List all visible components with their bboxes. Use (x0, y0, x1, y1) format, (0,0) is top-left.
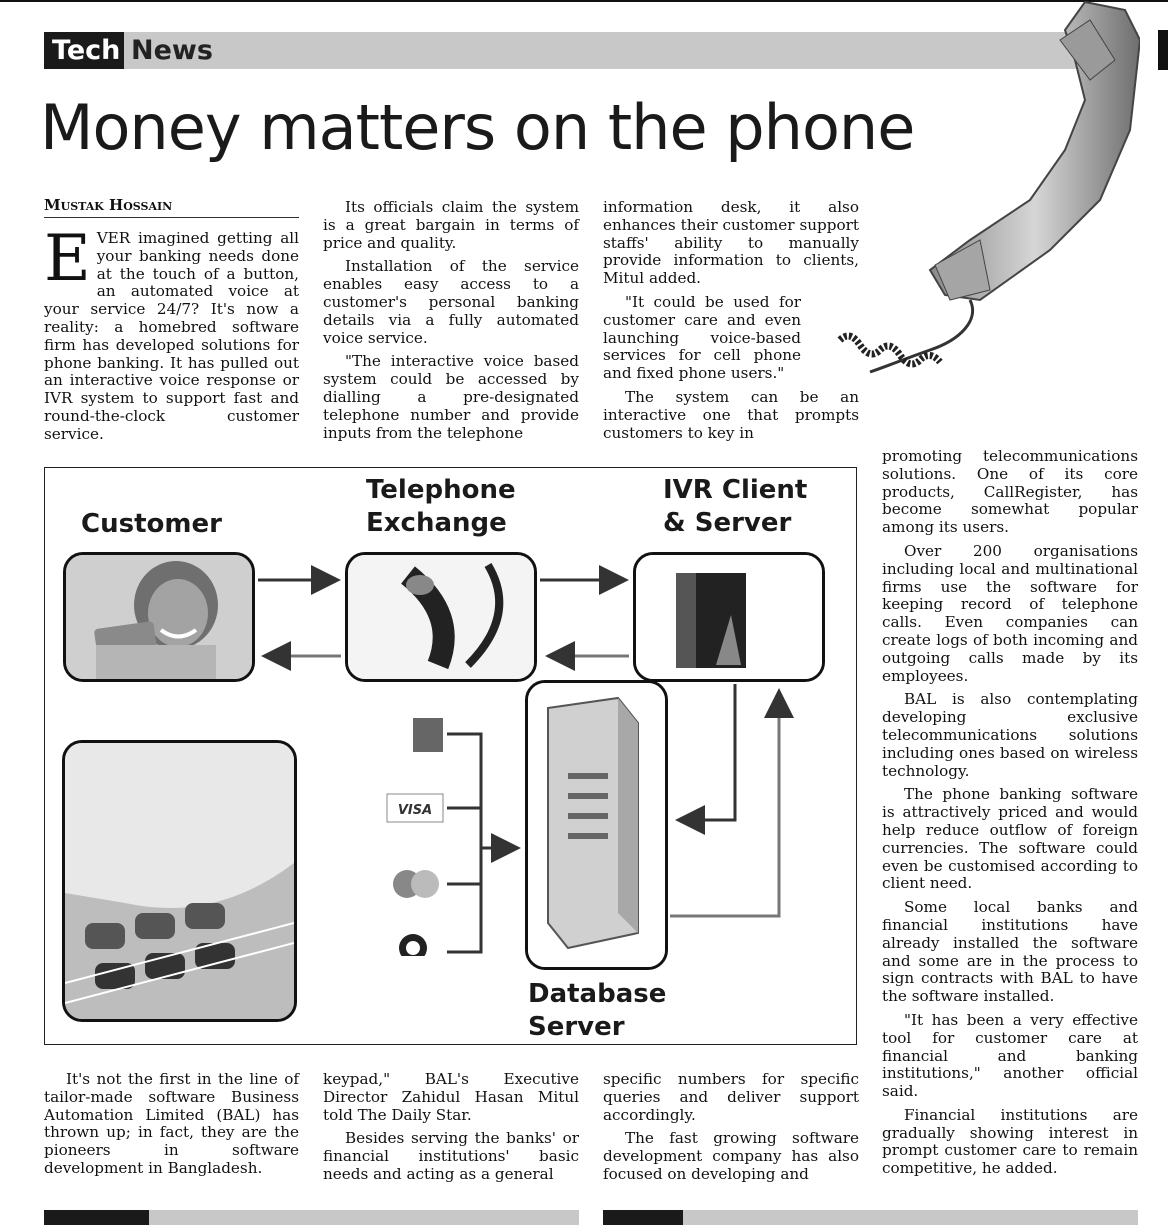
next-section-banner-right (603, 1210, 1138, 1225)
byline: Mustak Hossain (44, 196, 299, 218)
exchange-label-line2: Exchange (366, 508, 507, 538)
database-label-line2: Server (528, 1012, 625, 1042)
drop-cap: E (44, 222, 91, 296)
neighbor-page-edge (1158, 30, 1168, 70)
column-3-top (603, 199, 859, 448)
paragraph: Installation of the service enables easy access to a customer's personal banking details via a fully automated voice service. (323, 257, 579, 347)
paragraph: "It has been a very effective tool for customer care at financial and banking institutions," another official said. (882, 1010, 1138, 1101)
paragraph: Financial institutions are gradually showing interest in prompt customer care to remain competitive, he added. (882, 1105, 1138, 1178)
paragraph: keypad," BAL's Executive Director Zahidul Hasan Mitul told The Daily Star. (323, 1070, 579, 1124)
paragraph: "The interactive voice based system could be accessed by dialling a pre-designated telephone number and provide inputs from the telephone (323, 352, 579, 442)
ivr-system-diagram (44, 467, 857, 1045)
exchange-label-line1: Telephone (366, 475, 516, 505)
customer-label: Customer (81, 509, 222, 539)
paragraph: information desk, it also enhances their customer support staffs' ability to manually provide information to clients, Mitul added. (603, 198, 859, 288)
paragraph: promoting telecommunications solutions. One of its core products, CallRegister, has become somewhat popular among its users. (882, 447, 1138, 537)
ivr-label-line1: IVR Client (663, 475, 808, 505)
paragraph: VER imagined getting all your banking needs done at the touch of a button, an automated voice at your service 24/7? It's now a reality: a homebred software firm has developed solutions for phone banking. It has pulled out an interactive voice response or IVR system to support fast and round-the-clock customer service. (44, 229, 299, 443)
column-1-top (44, 222, 299, 450)
column-2-bottom (323, 1071, 579, 1190)
next-section-banner-right-label (603, 1210, 683, 1225)
section-tech-label: Tech (44, 32, 124, 69)
visa-logo-text: VISA (397, 803, 433, 818)
paragraph: Its officials claim the system is a great bargain in terms of price and quality. (323, 198, 579, 252)
paragraph: Besides serving the banks' or financial institutions' basic needs and acting as a general (323, 1129, 579, 1183)
paragraph: The phone banking software is attractively priced and would help reduce outflow of foreign currencies. The software could even be customised according to client need. (882, 785, 1138, 893)
database-label-line1: Database (528, 979, 667, 1009)
column-3-bottom (603, 1071, 859, 1190)
paragraph: "It could be used for customer care and even launching voice-based services for cell phone and fixed phone users." (603, 292, 801, 383)
paragraph: specific numbers for specific queries and deliver support accordingly. (603, 1070, 859, 1124)
paragraph: BAL is also contemplating developing exclusive telecommunications solutions including ones based on wireless technology. (882, 690, 1138, 780)
section-news-label: News (131, 35, 213, 66)
column-4 (882, 448, 1138, 1184)
column-1-bottom (44, 1071, 299, 1184)
telephone-handset-image (830, 0, 1140, 390)
paragraph: Over 200 organisations including local and multinational firms use the software for keeping record of telephone calls. Even companies can create logs of both incoming and outgoing calls made by its employees. (882, 541, 1138, 685)
paragraph: Some local banks and financial institutions have already installed the software and some are in the process to sign contracts with BAL to have the software installed. (882, 898, 1138, 1006)
diagram-connectors (45, 468, 856, 1044)
headline: Money matters on the phone (40, 91, 915, 164)
ivr-label-line2: & Server (663, 508, 792, 538)
paragraph: It's not the first in the line of tailor-made software Business Automation Limited (BAL) has thrown up; in fact, they are the pioneers in software development in Bangladesh. (44, 1070, 299, 1177)
paragraph: The system can be an interactive one that prompts customers to key in (603, 387, 859, 442)
paragraph: The fast growing software development company has also focused on developing and (603, 1129, 859, 1183)
next-section-banner-left-label (44, 1210, 149, 1225)
column-2-top (323, 199, 579, 448)
